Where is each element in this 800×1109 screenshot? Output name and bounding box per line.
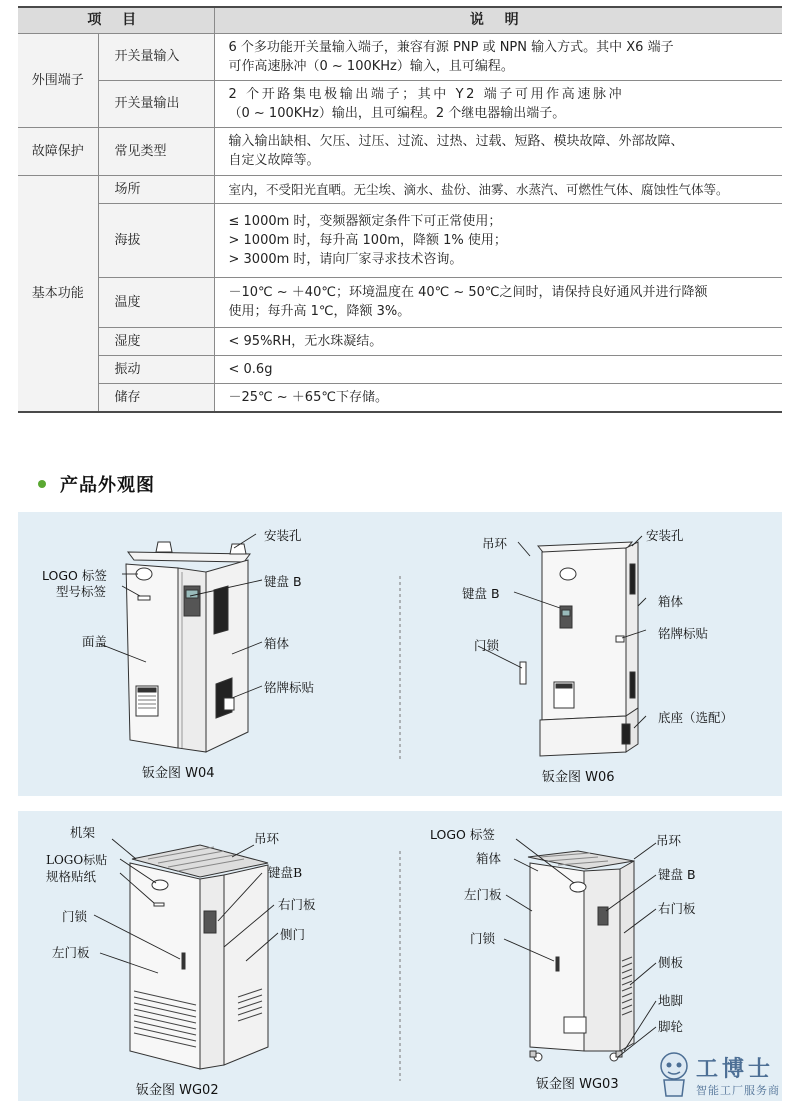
wg03-label-left-door: 左门板 xyxy=(464,887,502,902)
w06-label-nameplate: 铭牌标贴 xyxy=(658,626,709,641)
w06-label-keypad: 键盘 B xyxy=(462,586,500,601)
w06-label-lifting-ring: 吊环 xyxy=(482,536,508,551)
w04-label-mount-hole: 安装孔 xyxy=(264,528,302,543)
wg02-label-frame: 机架 xyxy=(70,825,96,840)
wg02-caption: 钣金图 WG02 xyxy=(136,1083,219,1098)
w06-label-mount-hole: 安装孔 xyxy=(646,528,684,543)
w04-label-model-tag: 型号标签 xyxy=(56,584,107,599)
wg02-label-spec-sticker: 规格贴纸 xyxy=(46,869,97,884)
category-cell: 外围端子 xyxy=(18,33,98,127)
w04-label-cabinet: 箱体 xyxy=(264,636,290,651)
cabinet-drawings-top xyxy=(18,512,782,796)
row-description: < 95%RH，无水珠凝结。 xyxy=(214,327,782,355)
wg02-label-right-door: 右门板 xyxy=(278,897,316,912)
wg03-caption: 钣金图 WG03 xyxy=(536,1077,619,1092)
wg02-label-left-door: 左门板 xyxy=(52,945,90,960)
row-name: 常见类型 xyxy=(98,127,214,175)
table-row xyxy=(18,383,782,412)
table-row xyxy=(18,33,782,80)
table-row xyxy=(18,203,782,277)
w04-label-front-cover: 面盖 xyxy=(82,634,108,649)
section-title: 产品外观图 xyxy=(60,475,155,496)
header-description: 说 明 xyxy=(214,7,782,33)
w04-label-logo-tag: LOGO 标签 xyxy=(42,568,107,583)
spec-table xyxy=(18,6,782,413)
watermark xyxy=(656,1048,796,1104)
wg02-label-keypad: 键盘B xyxy=(268,865,303,880)
wg03-label-cabinet: 箱体 xyxy=(476,851,502,866)
w06-label-cabinet: 箱体 xyxy=(658,594,684,609)
row-description: 2 个开路集电极输出端子；其中 Y2 端子可用作高速脉冲 （0 ~ 100KHz）输出，且可编程。2 个继电器输出端子。 xyxy=(214,80,782,127)
wg02-label-door-lock: 门锁 xyxy=(62,909,88,924)
row-description: 室内，不受阳光直晒。无尘埃、滴水、盐份、油雾、水蒸汽、可燃性气体、腐蚀性气体等。 xyxy=(214,175,782,203)
row-name: 开关量输出 xyxy=(98,80,214,127)
row-description: 6 个多功能开关量输入端子，兼容有源 PNP 或 NPN 输入方式。其中 X6 端子 可作高速脉冲（0 ~ 100KHz）输入，且可编程。 xyxy=(214,33,782,80)
row-description: ≤ 1000m 时，变频器额定条件下可正常使用； > 1000m 时，每升高 100m，降额 1% 使用； > 3000m 时，请向厂家寻求技术咨询。 xyxy=(214,203,782,277)
wg02-label-side-door: 侧门 xyxy=(280,927,306,942)
row-name: 场所 xyxy=(98,175,214,203)
w04-caption: 钣金图 W04 xyxy=(142,766,215,781)
row-name: 开关量输入 xyxy=(98,33,214,80)
row-description: 输入输出缺相、欠压、过压、过流、过热、过载、短路、模块故障、外部故障、 自定义故障等。 xyxy=(214,127,782,175)
w06-label-door-lock: 门锁 xyxy=(474,638,500,653)
wg03-label-keypad: 键盘 B xyxy=(658,867,696,882)
wg03-label-door-lock: 门锁 xyxy=(470,931,496,946)
wg03-label-foot: 地脚 xyxy=(658,993,684,1008)
section-heading xyxy=(38,472,155,496)
row-name: 振动 xyxy=(98,355,214,383)
watermark-subtitle: 智能工厂服务商 xyxy=(696,1084,780,1097)
wg03-label-lifting-ring: 吊环 xyxy=(656,833,682,848)
wg02-cabinet xyxy=(94,839,278,1069)
category-cell: 故障保护 xyxy=(18,127,98,175)
table-row xyxy=(18,175,782,203)
row-description: < 0.6g xyxy=(214,355,782,383)
table-row xyxy=(18,127,782,175)
robot-mascot-icon xyxy=(656,1050,692,1100)
bullet-icon xyxy=(38,480,46,488)
row-description: －25℃ ~ ＋65℃下存储。 xyxy=(214,383,782,412)
table-row xyxy=(18,80,782,127)
w04-cabinet xyxy=(100,534,262,752)
table-header-row xyxy=(18,7,782,33)
table-row xyxy=(18,327,782,355)
row-name: 储存 xyxy=(98,383,214,412)
w04-label-nameplate: 铭牌标贴 xyxy=(264,680,315,695)
row-name: 湿度 xyxy=(98,327,214,355)
wg03-label-logo-tag: LOGO 标签 xyxy=(430,827,495,842)
w06-caption: 钣金图 W06 xyxy=(542,770,615,785)
row-description: －10℃ ~ ＋40℃；环境温度在 40℃ ~ 50℃之间时，请保持良好通风并进行降额 使用；每升高 1℃，降额 3%。 xyxy=(214,277,782,327)
watermark-title: 工博士 xyxy=(696,1056,775,1082)
row-name: 温度 xyxy=(98,277,214,327)
wg03-label-right-door: 右门板 xyxy=(658,901,696,916)
wg03-label-caster: 脚轮 xyxy=(658,1019,684,1034)
row-name: 海拔 xyxy=(98,203,214,277)
w06-cabinet xyxy=(478,536,646,756)
w06-label-base: 底座（选配） xyxy=(658,710,734,725)
table-row xyxy=(18,277,782,327)
table-row xyxy=(18,355,782,383)
wg02-label-logo-sticker: LOGO标贴 xyxy=(46,853,108,867)
w04-label-keypad: 键盘 B xyxy=(264,574,302,589)
header-item: 项 目 xyxy=(18,7,214,33)
wg03-cabinet xyxy=(504,839,656,1061)
wg02-label-lifting-ring: 吊环 xyxy=(254,831,280,846)
category-cell: 基本功能 xyxy=(18,175,98,412)
wg03-label-side-panel: 侧板 xyxy=(658,955,684,970)
figure-panel-top xyxy=(18,512,782,796)
